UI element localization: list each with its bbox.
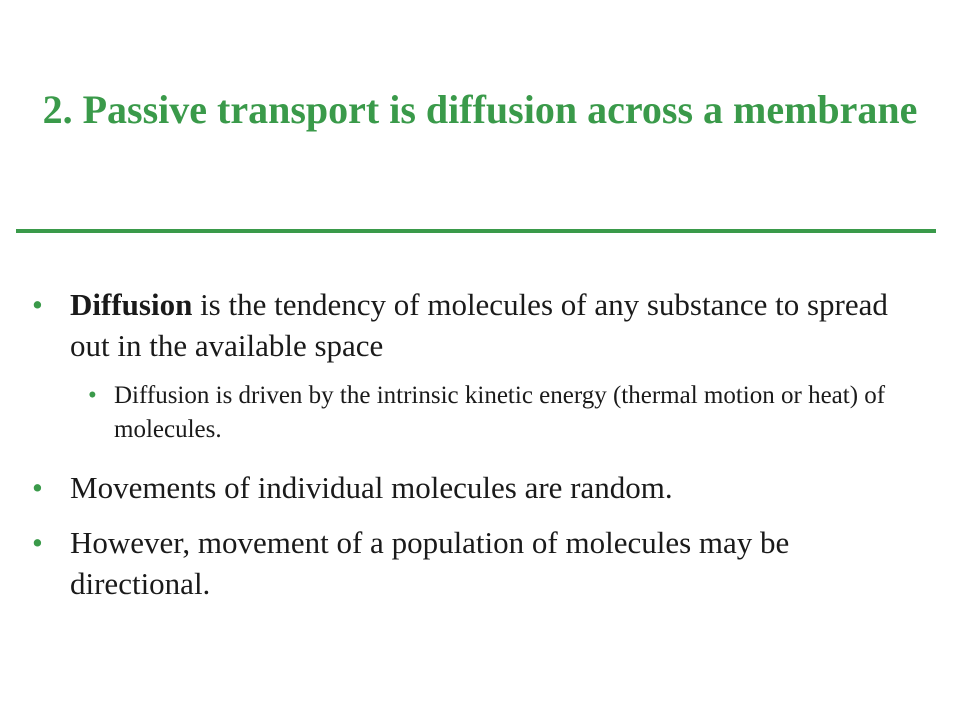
bullet-text: However, movement of a population of molecules may be directional. (70, 525, 790, 601)
title-divider (16, 229, 936, 233)
bullet-text: is the tendency of molecules of any substance to spread out in the available space (70, 287, 888, 363)
bullet-term: Diffusion (70, 287, 193, 322)
bullet-item (0, 284, 960, 366)
bullet-item (0, 522, 960, 604)
bullet-text: Movements of individual molecules are random. (70, 470, 673, 505)
bullet-dot: • (32, 287, 43, 322)
bullet-item (0, 467, 960, 508)
bullet-dot: • (88, 382, 97, 409)
bullet-dot: • (32, 470, 43, 505)
bullet-dot: • (32, 525, 43, 560)
sub-bullet-text: Diffusion is driven by the intrinsic kinetic energy (thermal motion or heat) of molecules. (114, 382, 886, 443)
sub-bullet-item (0, 379, 960, 447)
slide-body (0, 284, 960, 604)
slide-title: 2. Passive transport is diffusion across a membrane (42, 87, 918, 132)
